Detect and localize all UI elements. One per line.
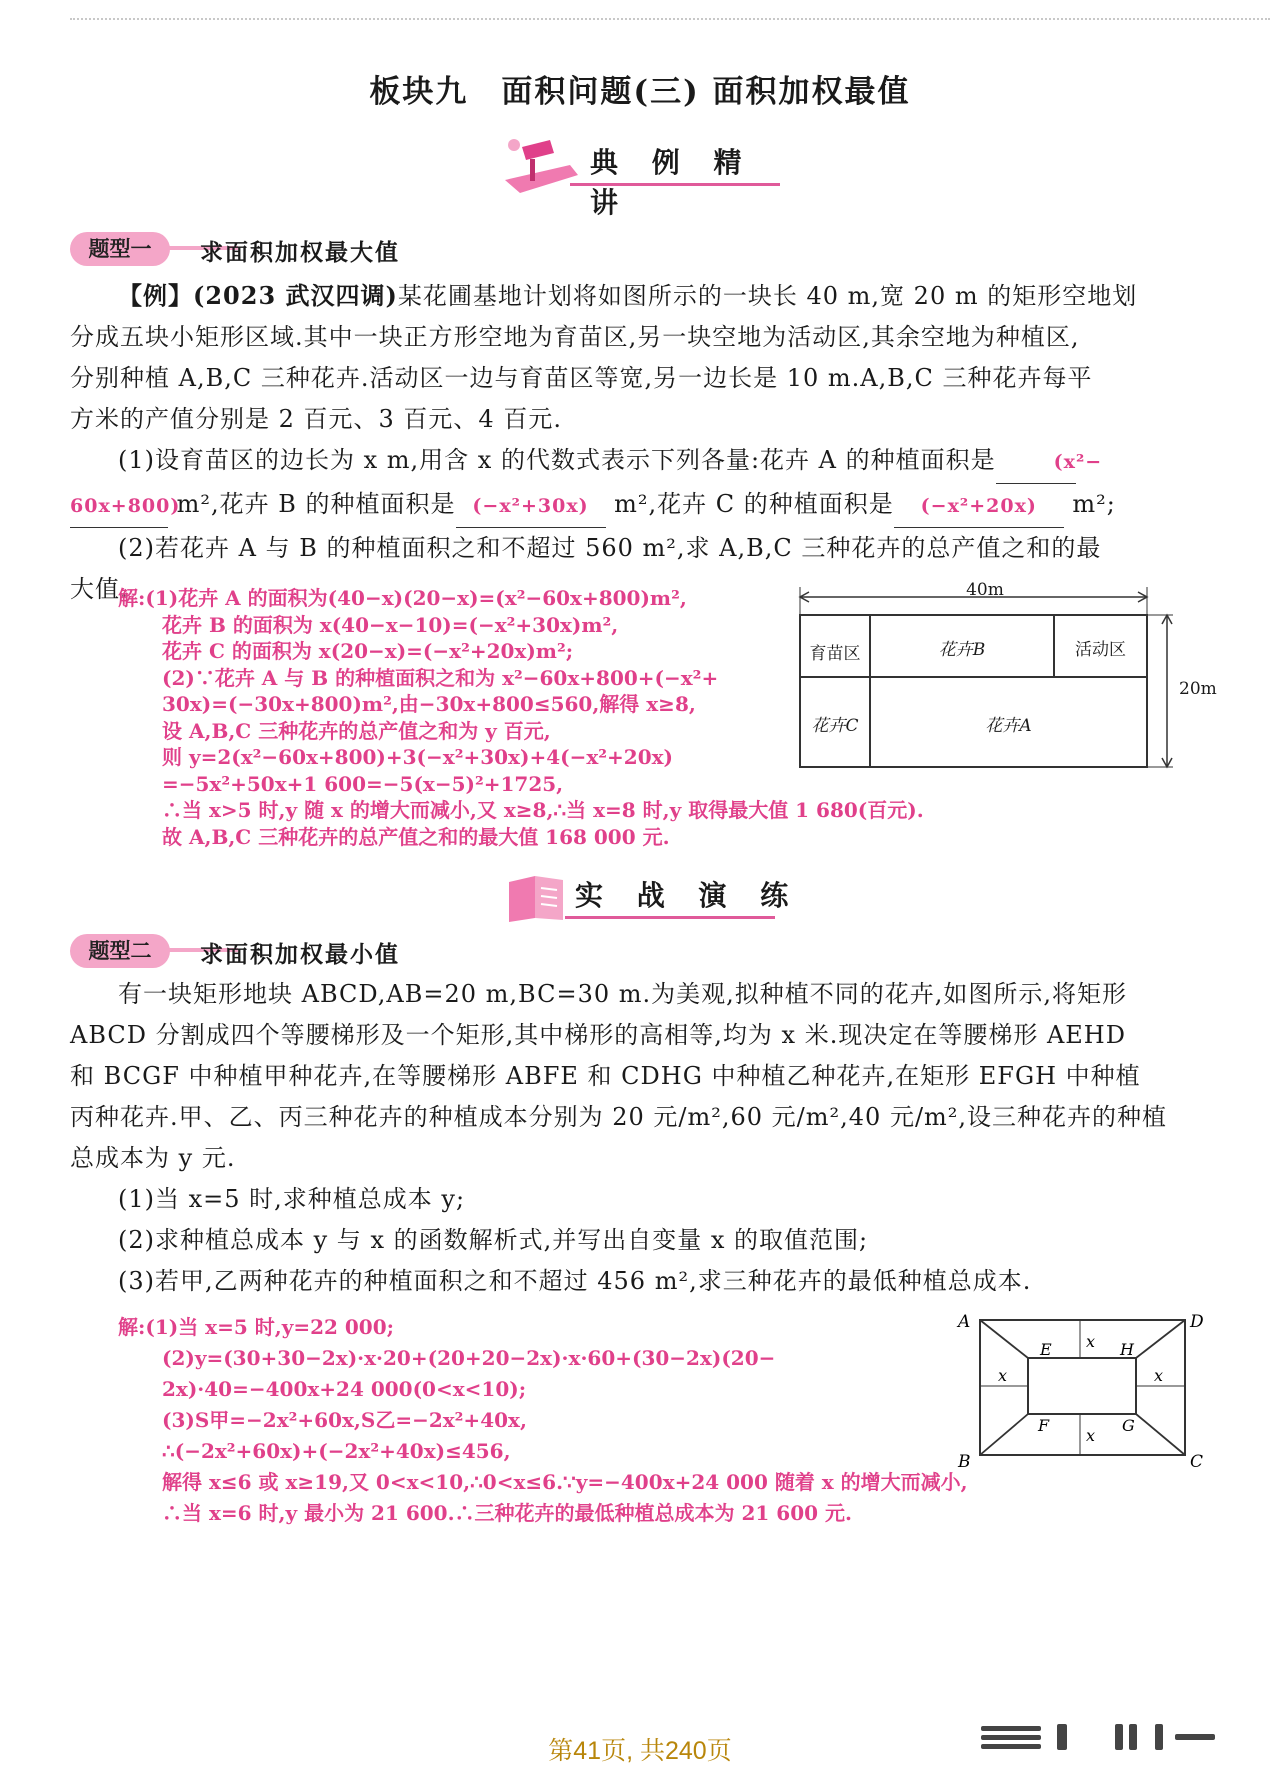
question-text: (1)设育苗区的边长为 x m,用含 x 的代数式表示下列各量:花卉 A 的种植面积是 [118,446,996,474]
label-x-top: x [1086,1332,1096,1351]
answer-blank: 60x+800) [70,486,168,528]
page-number: 第41页, 共240页 [548,1737,732,1765]
solution-line: ∴当 x>5 时,y 随 x 的增大而减小,又 x≥8,∴当 x=8 时,y 取得最大值 1 680(百元). [162,798,924,822]
problem-line: 总成本为 y 元. [70,1144,236,1172]
problem-line: 丙种花卉.甲、乙、丙三种花卉的种植成本分别为 20 元/m²,60 元/m²,40 元/m²,设三种花卉的种植 [70,1103,1168,1131]
type-tag-2 [70,934,470,968]
section-title: 实 战 演 练 [575,879,801,912]
page-title: 板块九 面积问题(三) 面积加权最值 [369,74,911,110]
cell-nursery: 育苗区 [809,644,861,664]
problem-line: ABCD 分割成四个等腰梯形及一个矩形,其中梯形的高相等,均为 x 米.现决定在等腰梯形 AEHD [70,1021,1126,1049]
solution-line: 2x)·40=−400x+24 000(0<x<10); [162,1377,527,1401]
solution-line: 则 y=2(x²−60x+800)+3(−x²+30x)+4(−x²+20x) [162,745,673,769]
question-text: (2)求种植总成本 y 与 x 的函数解析式,并写出自变量 x 的取值范围; [118,1226,869,1254]
cell-activity: 活动区 [1075,640,1126,660]
solution-line: 解:(1)花卉 A 的面积为(40−x)(20−x)=(x²−60x+800)m², [118,586,687,610]
question-text: m²,花卉 C 的种植面积是 [605,490,894,518]
label-x-left: x [998,1366,1008,1385]
cell-flower-c: 花卉C [811,716,859,736]
label-h: H [1120,1340,1134,1359]
telescope-icon [500,135,580,195]
question-text: m²,花卉 B 的种植面积是 [168,490,456,518]
label-c: C [1190,1452,1204,1472]
label-b: B [958,1452,971,1472]
example-line: 分别种植 A,B,C 三种花卉.活动区一边与育苗区等宽,另一边长是 10 m.A,B,C 三种花卉每平 [70,364,1093,392]
height-label: 20m [1179,679,1217,699]
solution-line: ∴(−2x²+60x)+(−2x²+40x)≤456, [162,1439,511,1463]
banner-underline [570,183,780,186]
figure-garden-layout [795,575,1215,785]
solution-line: 花卉 B 的面积为 x(40−x−10)=(−x²+30x)m², [162,612,619,637]
practice-problem [70,974,1210,1302]
tag-pill: 题型二 [70,934,170,968]
solution-line: (2)∵花卉 A 与 B 的种植面积之和为 x²−60x+800+(−x²+ [162,665,719,690]
solution-line: ∴当 x=6 时,y 最小为 21 600.∴三种花卉的最低种植总成本为 21 600 元. [162,1501,852,1525]
label-x-bottom: x [1086,1426,1096,1445]
question-text: (1)当 x=5 时,求种植总成本 y; [118,1185,466,1213]
example-prefix: 【例】 [118,281,193,310]
question-text: m²; [1063,490,1116,518]
example-source: (2023 武汉四调) [193,281,398,310]
solution-line: 解得 x≤6 或 x≥19,又 0<x<10,∴0<x≤6.∵y=−400x+24 000 随着 x 的增大而减小, [162,1470,968,1494]
book-icon [505,868,569,924]
section-banner-examples [500,135,800,219]
label-e: E [1040,1340,1052,1359]
figure-trapezoid-plot [950,1305,1210,1475]
banner-underline [565,916,775,919]
label-d: D [1190,1312,1204,1332]
answer-blank: (−x²+20x) [894,486,1064,528]
example-line: 分成五块小矩形区域.其中一块正方形空地为育苗区,另一块空地为活动区,其余空地为种植区, [70,323,1080,351]
example-line: 方米的产值分别是 2 百元、3 百元、4 百元. [70,405,562,433]
tag-label: 求面积加权最小值 [200,941,400,968]
figure-lines [795,575,1215,785]
top-divider [70,18,1270,20]
solution-line: (2)y=(30+30−2x)·x·20+(20+20−2x)·x·60+(30−2x)(20− [162,1346,776,1370]
solution-line: 解:(1)当 x=5 时,y=22 000; [118,1315,395,1339]
section-banner-practice [505,868,805,934]
label-x-right: x [1154,1366,1164,1385]
question-text: (3)若甲,乙两种花卉的种植面积之和不超过 456 m²,求三种花卉的最低种植总成本. [118,1267,1032,1295]
solution-line: =−5x²+50x+1 600=−5(x−5)²+1725, [162,771,564,796]
type-tag-1 [70,232,470,266]
tag-pill: 题型一 [70,232,170,266]
question-text: (2)若花卉 A 与 B 的种植面积之和不超过 560 m²,求 A,B,C 三种花卉的总产值之和的最 [118,534,1102,562]
solution-line: 故 A,B,C 三种花卉的总产值之和的最大值 168 000 元. [162,824,670,849]
solution-line: 30x)=(−30x+800)m²,由−30x+800≤560,解得 x≥8, [162,692,696,716]
solution-line: (3)S甲=−2x²+60x,S乙=−2x²+40x, [162,1408,527,1432]
section-title: 典 例 精 讲 [590,146,754,219]
solution-line: 设 A,B,C 三种花卉的总产值之和为 y 百元, [162,718,551,743]
answer-blank: (−x²+30x) [456,486,606,528]
solution-line: 花卉 C 的面积为 x(20−x)=(−x²+20x)m²; [162,639,574,663]
tag-label: 求面积加权最大值 [200,239,400,266]
width-label: 40m [966,580,1004,600]
problem-line: 和 BCGF 中种植甲种花卉,在等腰梯形 ABFE 和 CDHG 中种植乙种花卉,在矩形 EFGH 中种植 [70,1062,1141,1090]
example-problem [70,275,1210,610]
label-a: A [958,1312,971,1332]
answer-blank: (x²− [996,442,1076,484]
question-text: 大值. [70,575,129,603]
problem-line: 有一块矩形地块 ABCD,AB=20 m,BC=30 m.为美观,拟种植不同的花卉,如图所示,将矩形 [118,980,1128,1008]
cell-flower-b: 花卉B [938,640,986,660]
example-line: 某花圃基地计划将如图所示的一块长 40 m,宽 20 m 的矩形空地划 [397,282,1138,310]
label-f: F [1038,1416,1050,1435]
cell-flower-a: 花卉A [985,716,1032,736]
label-g: G [1122,1416,1135,1435]
